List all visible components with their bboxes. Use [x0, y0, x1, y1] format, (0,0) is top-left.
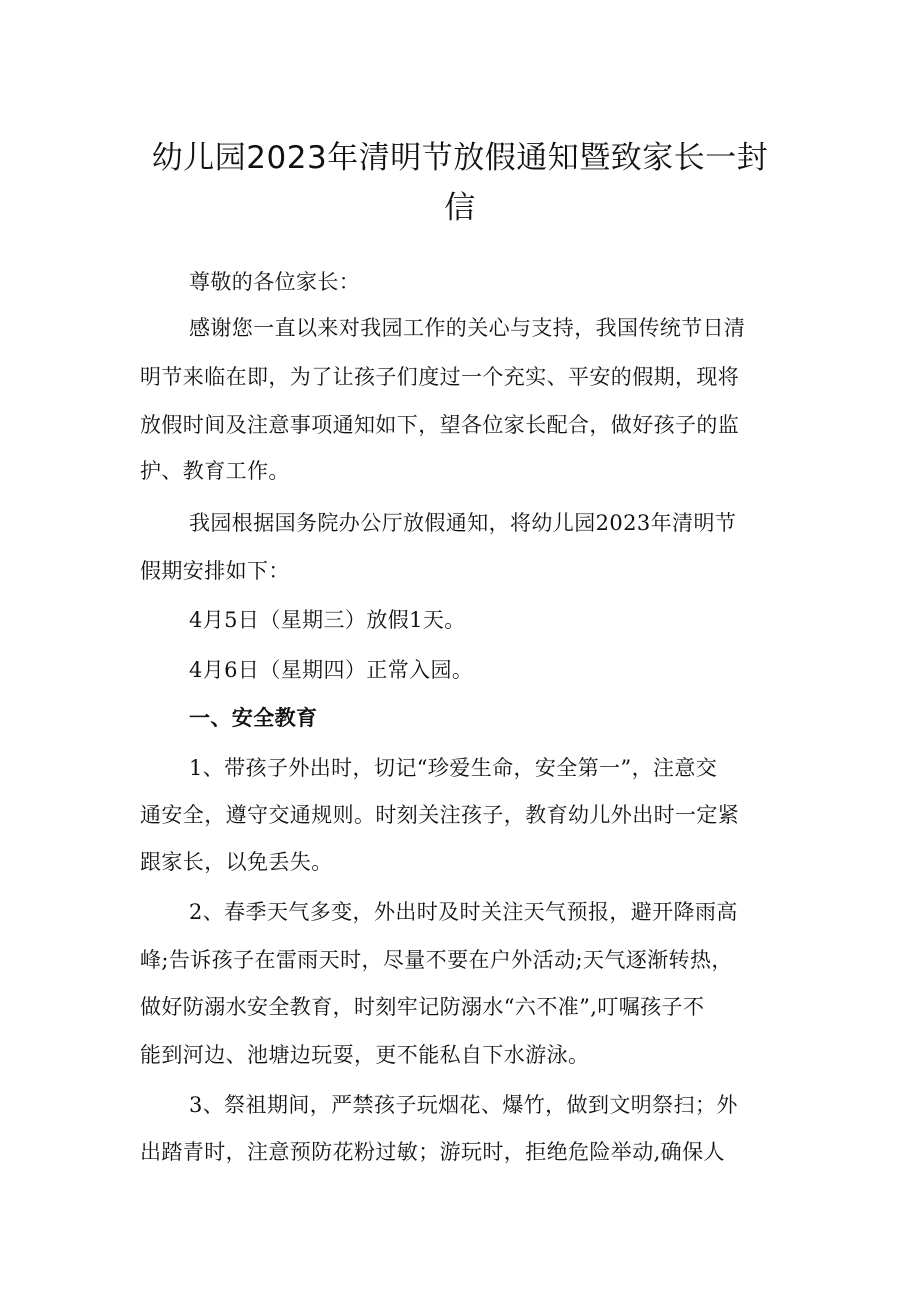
item-2-line-1: 2、春季天气多变，外出时及时关注天气预报，避开降雨高 — [189, 900, 738, 924]
item-1-line-3: 跟家长，以免丢失。 — [140, 850, 333, 874]
document-title-line-2: 信 — [444, 190, 476, 226]
paragraph-1-line-3: 放假时间及注意事项通知如下，望各位家长配合，做好孩子的监 — [140, 413, 740, 437]
item-3-line-1: 3、祭祖期间，严禁孩子玩烟花、爆竹，做到文明祭扫；外 — [189, 1093, 738, 1117]
paragraph-1-line-1: 感谢您一直以来对我园工作的关心与支持，我国传统节日清 — [189, 316, 746, 340]
item-2-line-3: 做好防溺水安全教育，时刻牢记防溺水“六不准”,叮嘱孩子不 — [140, 995, 705, 1019]
document-title-line-1: 幼儿园2023年清明节放假通知暨致家长一封 — [151, 140, 769, 176]
holiday-date-line: 4月5日（星期三）放假1天。 — [189, 608, 466, 632]
section-heading-safety: 一、安全教育 — [189, 706, 318, 730]
paragraph-1-line-4: 护、教育工作。 — [140, 459, 290, 483]
greeting: 尊敬的各位家长： — [189, 270, 361, 294]
item-1-line-2: 通安全，遵守交通规则。时刻关注孩子，教育幼儿外出时一定紧 — [140, 803, 740, 827]
item-2-line-4: 能到河边、池塘边玩耍，更不能私自下水游泳。 — [140, 1043, 590, 1067]
item-3-line-2: 出踏青时，注意预防花粉过敏；游玩时，拒绝危险举动,确保人 — [140, 1140, 725, 1164]
paragraph-2-line-1: 我园根据国务院办公厅放假通知，将幼儿园2023年清明节 — [189, 511, 737, 535]
paragraph-1-line-2: 明节来临在即，为了让孩子们度过一个充实、平安的假期，现将 — [140, 365, 740, 389]
item-2-line-2: 峰;告诉孩子在雷雨天时，尽量不要在户外活动;天气逐渐转热， — [140, 948, 733, 972]
return-date-line: 4月6日（星期四）正常入园。 — [189, 658, 474, 682]
paragraph-2-line-2: 假期安排如下： — [140, 559, 290, 583]
item-1-line-1: 1、带孩子外出时，切记“珍爱生命，安全第一”，注意交 — [189, 756, 718, 780]
